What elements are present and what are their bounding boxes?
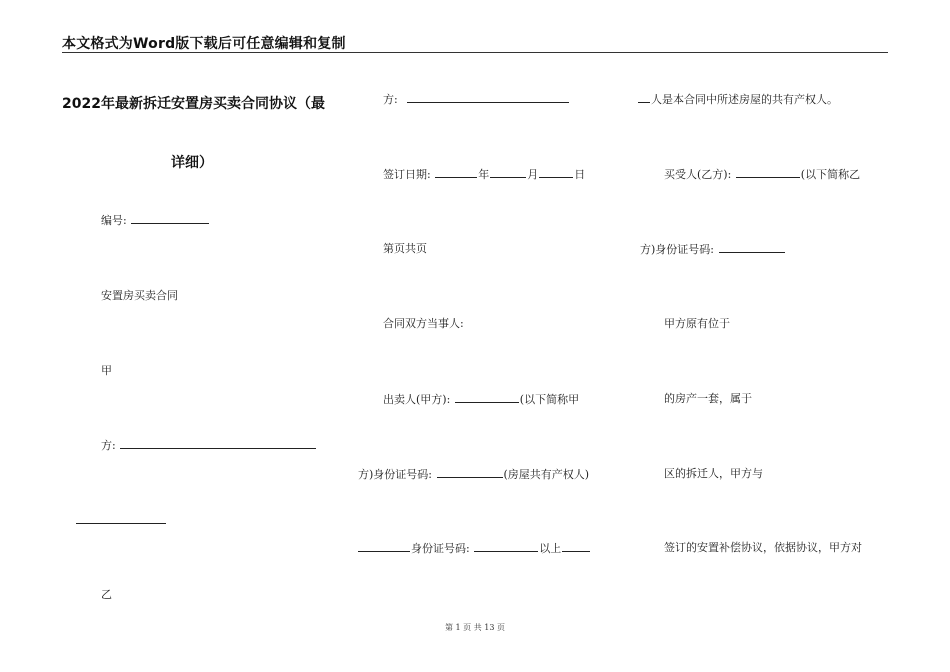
parties-intro: 合同双方当事人: bbox=[383, 317, 464, 330]
seller-blank bbox=[455, 392, 519, 403]
co-owner-id-blank bbox=[474, 541, 538, 552]
document-title-line1: 2022年最新拆迁安置房买卖合同协议（最 bbox=[62, 96, 325, 112]
buyer-id-blank bbox=[719, 242, 785, 253]
buyer-id-label: 方)身份证号码: bbox=[640, 243, 714, 256]
party-a-blank bbox=[120, 438, 316, 449]
party-b-field bbox=[383, 92, 570, 107]
party-b-label: 方: bbox=[383, 93, 398, 106]
seller-field bbox=[383, 392, 579, 407]
party-b-char: 乙 bbox=[101, 588, 112, 601]
above-blank bbox=[562, 541, 590, 552]
sign-date-label: 签订日期: bbox=[383, 168, 431, 181]
party-a-char: 甲 bbox=[101, 364, 112, 377]
seller-id-field bbox=[358, 467, 589, 482]
header-divider bbox=[62, 52, 888, 53]
co-owner-id-label: 身份证号码: bbox=[411, 542, 470, 555]
seller-id-suffix: (房屋共有产权人) bbox=[503, 468, 590, 481]
day-label: 日 bbox=[574, 168, 586, 181]
party-a-field bbox=[101, 438, 317, 453]
page-footer: 第 1 页 共 13 页 bbox=[445, 623, 505, 632]
co-owner-statement-text: 人是本合同中所述房屋的共有产权人。 bbox=[651, 93, 838, 106]
month-label: 月 bbox=[527, 168, 539, 181]
page-of-pages: 第页共页 bbox=[383, 242, 427, 255]
header-title: 本文格式为Word版下载后可任意编辑和复制 bbox=[62, 36, 346, 52]
buyer-label: 买受人(乙方): bbox=[664, 168, 732, 181]
seller-id-blank bbox=[437, 467, 503, 478]
co-owner-id-field bbox=[358, 541, 591, 556]
month-blank bbox=[490, 167, 526, 178]
contract-name: 安置房买卖合同 bbox=[101, 289, 178, 302]
agreement-text: 签订的安置补偿协议，依据协议，甲方对 bbox=[664, 541, 862, 554]
buyer-id-field bbox=[640, 242, 786, 257]
year-blank bbox=[435, 167, 477, 178]
buyer-suffix: (以下简称乙 bbox=[800, 168, 861, 181]
party-a-label: 方: bbox=[101, 439, 116, 452]
buyer-blank bbox=[736, 167, 800, 178]
co-owner-name-blank bbox=[358, 541, 410, 552]
a-owns-text: 甲方原有位于 bbox=[664, 317, 730, 330]
year-label: 年 bbox=[478, 168, 490, 181]
contract-number-label: 编号: bbox=[101, 214, 127, 227]
seller-suffix: (以下简称甲 bbox=[519, 393, 580, 406]
contract-number-field bbox=[101, 213, 210, 228]
sign-date-field bbox=[383, 167, 585, 182]
co-owner-statement bbox=[638, 92, 838, 107]
document-title-line2: 详细） bbox=[171, 155, 213, 171]
day-blank bbox=[539, 167, 573, 178]
seller-label: 出卖人(甲方): bbox=[383, 393, 451, 406]
buyer-field bbox=[664, 167, 860, 182]
seller-id-label: 方)身份证号码: bbox=[358, 468, 432, 481]
demolish-text: 区的拆迁人，甲方与 bbox=[664, 467, 763, 480]
above-label: 以上 bbox=[539, 542, 562, 555]
house-belongs-text: 的房产一套，属于 bbox=[664, 392, 752, 405]
party-a-continuation-blank bbox=[76, 523, 166, 524]
contract-number-blank bbox=[131, 213, 209, 224]
party-b-blank bbox=[407, 92, 569, 103]
co-owner-statement-blank bbox=[638, 92, 650, 103]
